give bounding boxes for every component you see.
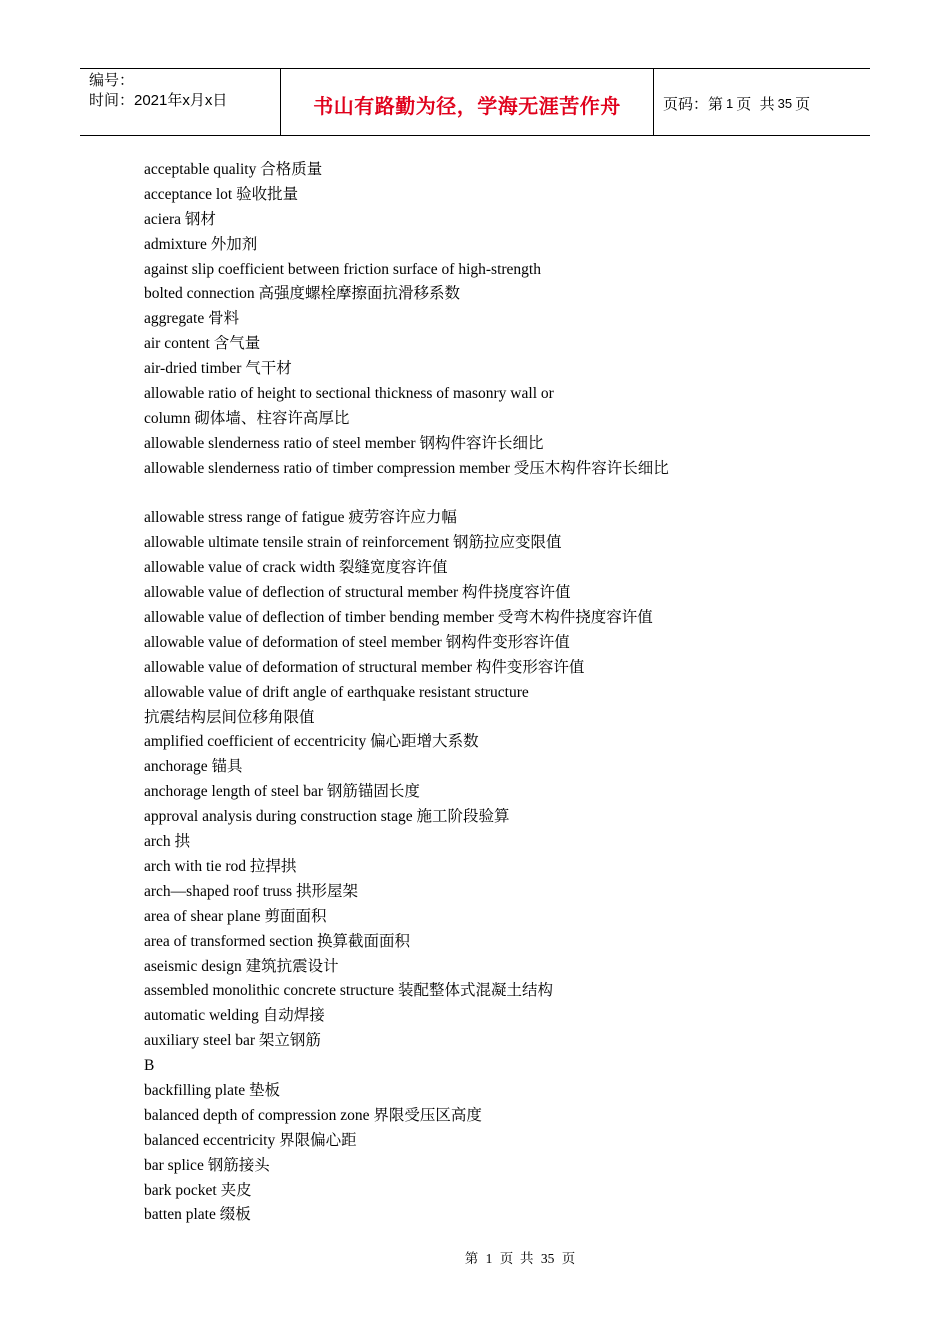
page-prefix: 页码：第 bbox=[663, 95, 724, 113]
glossary-entry: allowable value of deflection of structural member 构件挠度容许值 bbox=[144, 584, 571, 602]
header-meta-cell bbox=[80, 69, 281, 135]
footer-prefix: 第 bbox=[464, 1251, 479, 1266]
id-label: 编号： bbox=[89, 72, 135, 89]
glossary-entry: anchorage length of steel bar 钢筋锚固长度 bbox=[144, 783, 420, 801]
footer-suffix: 页 bbox=[561, 1251, 576, 1266]
glossary-entry: aciera 钢材 bbox=[144, 210, 216, 228]
glossary-entry: arch with tie rod 拉捍拱 bbox=[144, 857, 297, 875]
page-footer bbox=[0, 1247, 950, 1267]
page-mid: 页 共 bbox=[736, 95, 775, 113]
document-header bbox=[80, 68, 870, 136]
glossary-entry: air-dried timber 气干材 bbox=[144, 360, 292, 378]
glossary-entry: batten plate 缀板 bbox=[144, 1206, 251, 1224]
glossary-entry: approval analysis during construction stage 施工阶段验算 bbox=[144, 808, 510, 826]
glossary-entry: air content 含气量 bbox=[144, 335, 261, 353]
header-page-cell bbox=[654, 69, 870, 135]
footer-mid: 页 共 bbox=[499, 1251, 534, 1266]
glossary-entry: allowable value of deformation of structural member 构件变形容许值 bbox=[144, 658, 585, 676]
glossary-entry: amplified coefficient of eccentricity 偏心距增大系数 bbox=[144, 733, 479, 751]
glossary-entry: allowable value of deflection of timber bending member 受弯木构件挠度容许值 bbox=[144, 609, 653, 627]
glossary-entry: bolted connection 高强度螺栓摩擦面抗滑移系数 bbox=[144, 285, 460, 303]
glossary-entry: allowable value of crack width 裂缝宽度容许值 bbox=[144, 559, 448, 577]
glossary-entry: anchorage 锚具 bbox=[144, 758, 243, 776]
glossary-entry: allowable stress range of fatigue 疲劳容许应力幅 bbox=[144, 509, 457, 527]
page-total: 35 bbox=[777, 95, 793, 111]
glossary-entry: admixture 外加剂 bbox=[144, 235, 258, 253]
glossary-entry: bar splice 钢筋接头 bbox=[144, 1156, 270, 1174]
glossary-entry: allowable ratio of height to sectional thickness of masonry wall or bbox=[144, 385, 554, 403]
glossary-entry: 抗震结构层间位移角限值 bbox=[144, 708, 315, 726]
motto-text: 书山有路勤为径，学海无涯苦作舟 bbox=[313, 93, 621, 118]
time-label: 时间：2021年x月x日 bbox=[89, 92, 228, 109]
glossary-entry: arch 拱 bbox=[144, 833, 191, 851]
glossary-entry: acceptable quality 合格质量 bbox=[144, 161, 323, 178]
glossary-entry: balanced eccentricity 界限偏心距 bbox=[144, 1131, 357, 1149]
glossary-entry: aggregate 骨料 bbox=[144, 310, 240, 328]
glossary-entry: backfilling plate 垫板 bbox=[144, 1081, 281, 1099]
glossary-entry: against slip coefficient between friction surface of high-strength bbox=[144, 260, 541, 278]
glossary-entry: allowable slenderness ratio of timber compression member 受压木构件容许长细比 bbox=[144, 459, 669, 477]
glossary-entry: allowable ultimate tensile strain of reinforcement 钢筋拉应变限值 bbox=[144, 534, 562, 552]
glossary-entry: arch—shaped roof truss 拱形屋架 bbox=[144, 882, 358, 900]
glossary-entry: assembled monolithic concrete structure 装配整体式混凝土结构 bbox=[144, 982, 553, 1000]
glossary-entry: area of transformed section 换算截面面积 bbox=[144, 932, 411, 950]
glossary-entry: aseismic design 建筑抗震设计 bbox=[144, 957, 339, 975]
glossary-list bbox=[144, 158, 844, 1228]
page-suffix: 页 bbox=[795, 95, 811, 113]
glossary-entry: automatic welding 自动焊接 bbox=[144, 1007, 325, 1025]
footer-current: 1 bbox=[485, 1251, 493, 1266]
glossary-entry: allowable slenderness ratio of steel member 钢构件容许长细比 bbox=[144, 434, 544, 452]
header-motto-cell bbox=[281, 69, 654, 135]
glossary-entry: area of shear plane 剪面面积 bbox=[144, 907, 327, 925]
glossary-entry: bark pocket 夹皮 bbox=[144, 1181, 252, 1199]
glossary-entry bbox=[144, 482, 844, 507]
glossary-entry: acceptance lot 验收批量 bbox=[144, 185, 299, 203]
glossary-entry: auxiliary steel bar 架立钢筋 bbox=[144, 1032, 321, 1050]
glossary-entry: balanced depth of compression zone 界限受压区高度 bbox=[144, 1106, 482, 1124]
glossary-entry: allowable value of drift angle of earthquake resistant structure bbox=[144, 683, 529, 701]
glossary-entry: B bbox=[144, 1057, 155, 1075]
page-current: 1 bbox=[726, 95, 734, 111]
glossary-entry: allowable value of deformation of steel member 钢构件变形容许值 bbox=[144, 633, 570, 651]
glossary-entry: column 砌体墙、柱容许高厚比 bbox=[144, 409, 350, 427]
footer-total: 35 bbox=[540, 1251, 555, 1266]
